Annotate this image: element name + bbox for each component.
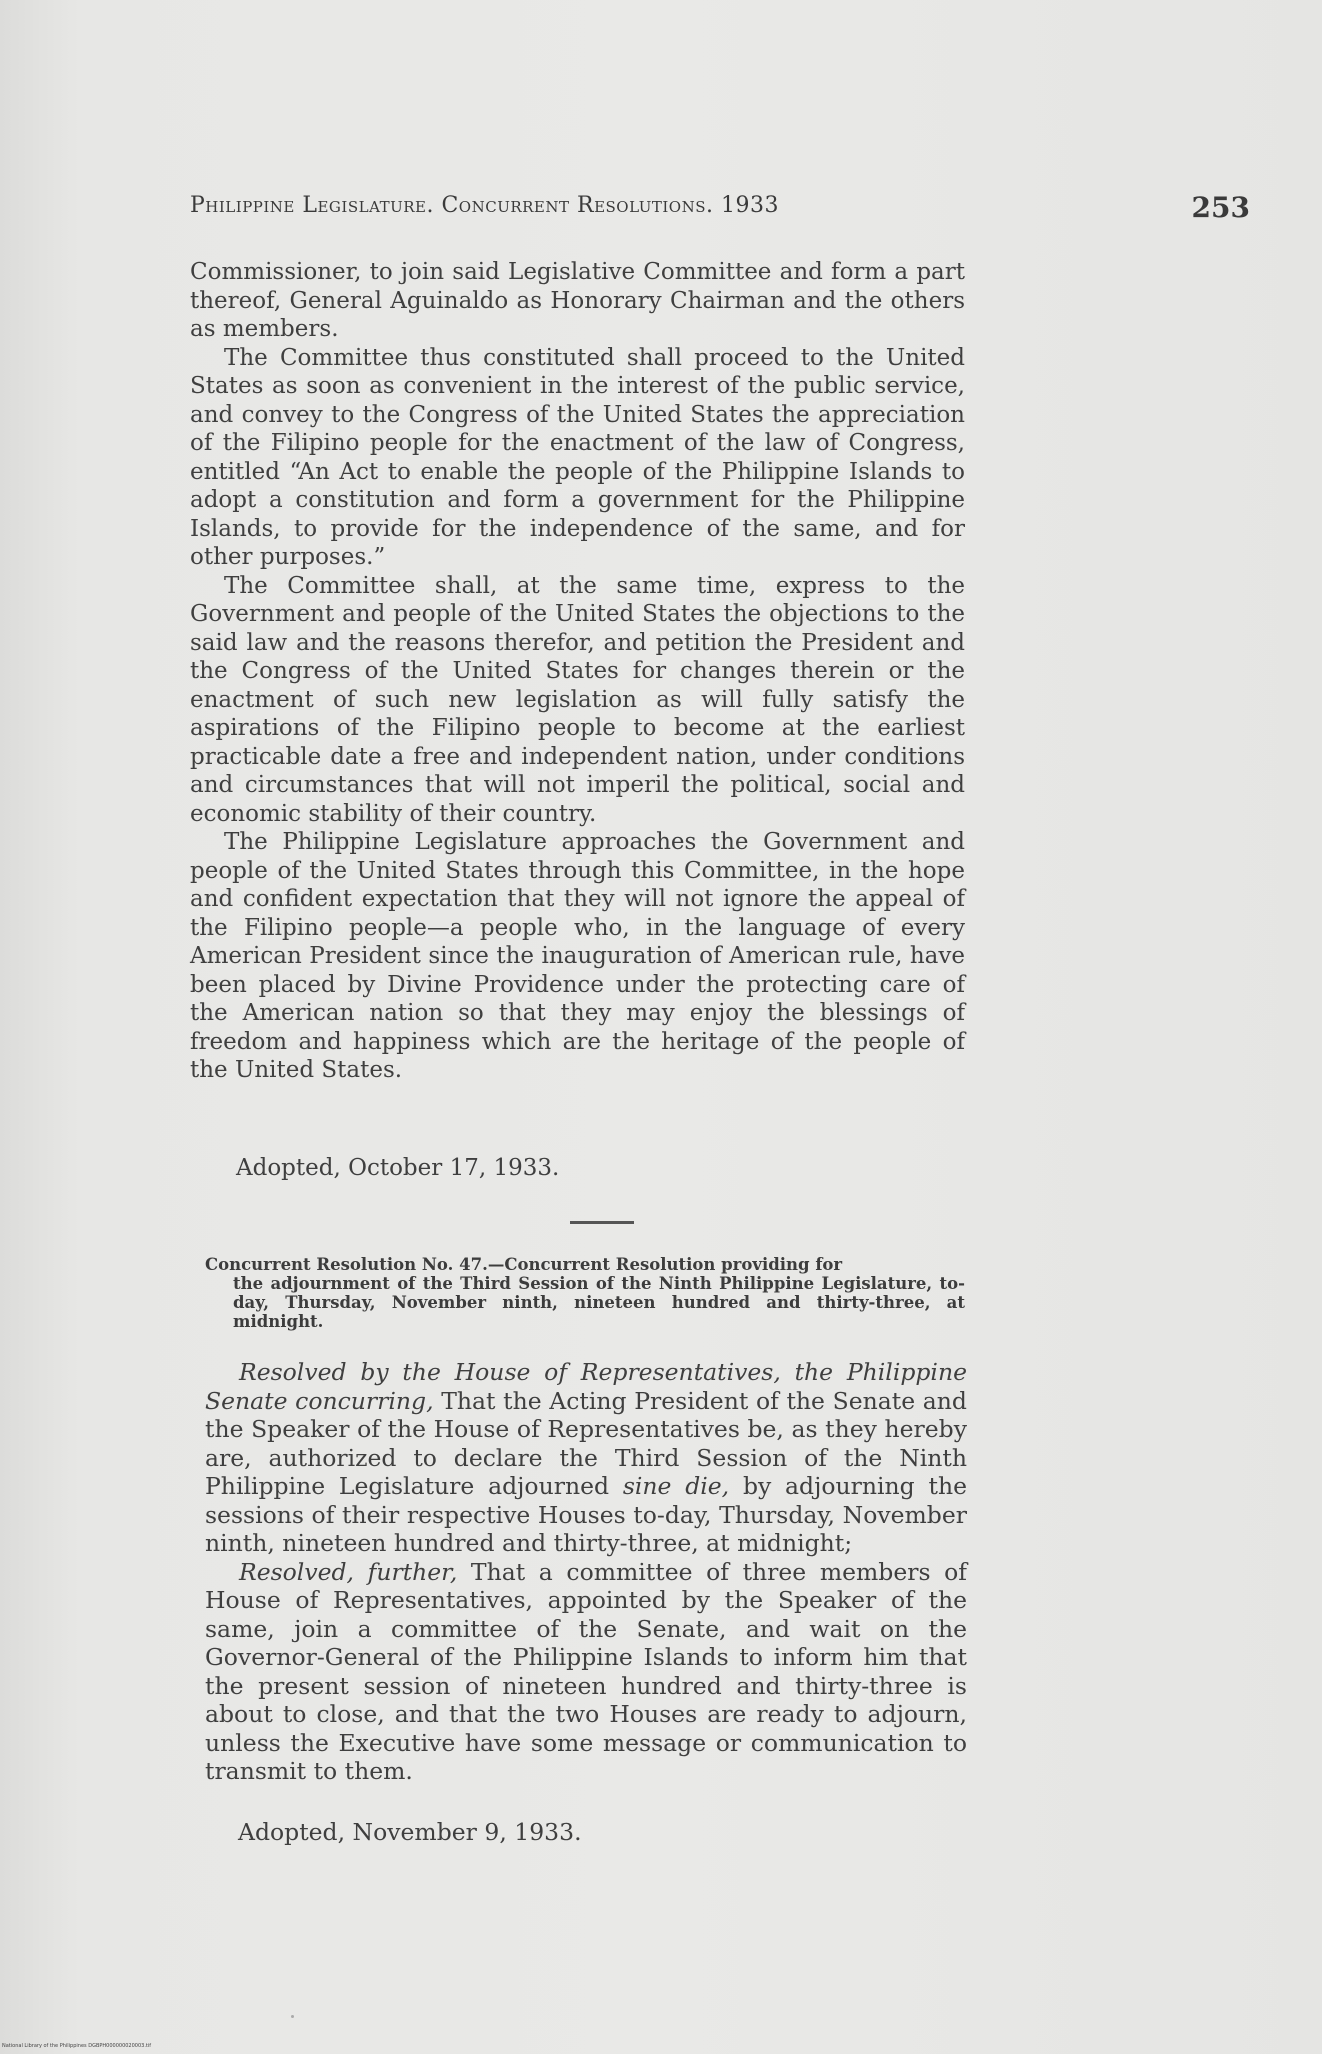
paragraph: The Philippine Legislature approaches the Government and people of the United States through this Committee, in the hope and confident expectation that they will not ignore the appeal of the Filipino people—a people who, in the language of every American President since the inauguration of American rule, have been placed by Divine Providence under the protecting care of the American nation so that they may enjoy the blessings of freedom and happiness which are the heritage of the people of the United States. [190, 829, 965, 1083]
latin-term: sine die, [622, 1472, 730, 1500]
resolution-heading [205, 1255, 965, 1331]
adopted-date: Adopted, October 17, 1933. [236, 1155, 560, 1181]
paragraph [205, 1558, 967, 1786]
paragraph: The Committee thus constituted shall proceed to the United States as soon as convenient in the interest of the public service, and convey to the Congress of the United States the appreciation of the Filipino people for the enactment of the law of Congress, entitled “An Act to enable the people of the Philippine Islands to adopt a constitution and form a government for the Philippine Islands, to provide for the independence of the same, and for other purposes.” [190, 344, 965, 570]
paragraph-text: That the Acting President of the Senate and the Speaker of the House of Representatives be, as they hereby are, authorized to declare the Third Session of the Ninth Philippine Legislature adjourned [205, 1386, 967, 1500]
resolution-body [205, 1358, 967, 1786]
resolution-heading-description: the adjournment of the Third Session of the Ninth Philippine Legislature, to-day, Thursday, November ninth, nineteen hundred and thirty-three, at midnight. [233, 1274, 965, 1331]
resolved-clause: Resolved, further, [239, 1557, 458, 1586]
adopted-date: Adopted, November 9, 1933. [238, 1818, 582, 1846]
resolution-heading-title: Concurrent Resolution No. 47.—Concurrent Resolution providing for [205, 1255, 843, 1274]
paragraph-text: by adjourning the sessions of their respective Houses to-day, Thursday, November ninth, nineteen hundred and thirty-three, at midnight; [205, 1472, 967, 1557]
paragraph: Commissioner, to join said Legislative Committee and form a part thereof, General Aguinaldo as Honorary Chairman and the others as members. [190, 259, 965, 342]
resolution-continuation [190, 258, 965, 1085]
section-divider [570, 1221, 634, 1224]
scan-credit: National Library of the Philippines DGBPH000000020003.tif [2, 2043, 152, 2049]
paragraph: The Committee shall, at the same time, express to the Government and people of the United States the objections to the said law and the reasons therefor, and petition the President and the Congress of the United States for changes therein or the enactment of such new legislation as will fully satisfy the aspirations of the Filipino people to become at the earliest practicable date a free and independent nation, under conditions and circumstances that will not imperil the political, social and economic stability of their country. [190, 572, 965, 827]
paragraph-text: That a committee of three members of House of Representatives, appointed by the Speaker of the same, join a committee of the Senate, and wait on the Governor-General of the Philippine Islands to inform him that the present session of nineteen hundred and thirty-three is about to close, and that the two Houses are ready to adjourn, unless the Executive have some message or communication to transmit to them. [205, 1557, 967, 1785]
page-number: 253 [1191, 191, 1250, 224]
paragraph [205, 1358, 967, 1558]
resolved-clause: Resolved by the House of Representatives, the Philippine Senate concurring, [205, 1358, 967, 1415]
scan-speck [291, 2015, 294, 2018]
running-head: Philippine Legislature. Concurrent Resolutions. 1933 [190, 193, 779, 218]
page-header [190, 193, 1250, 233]
